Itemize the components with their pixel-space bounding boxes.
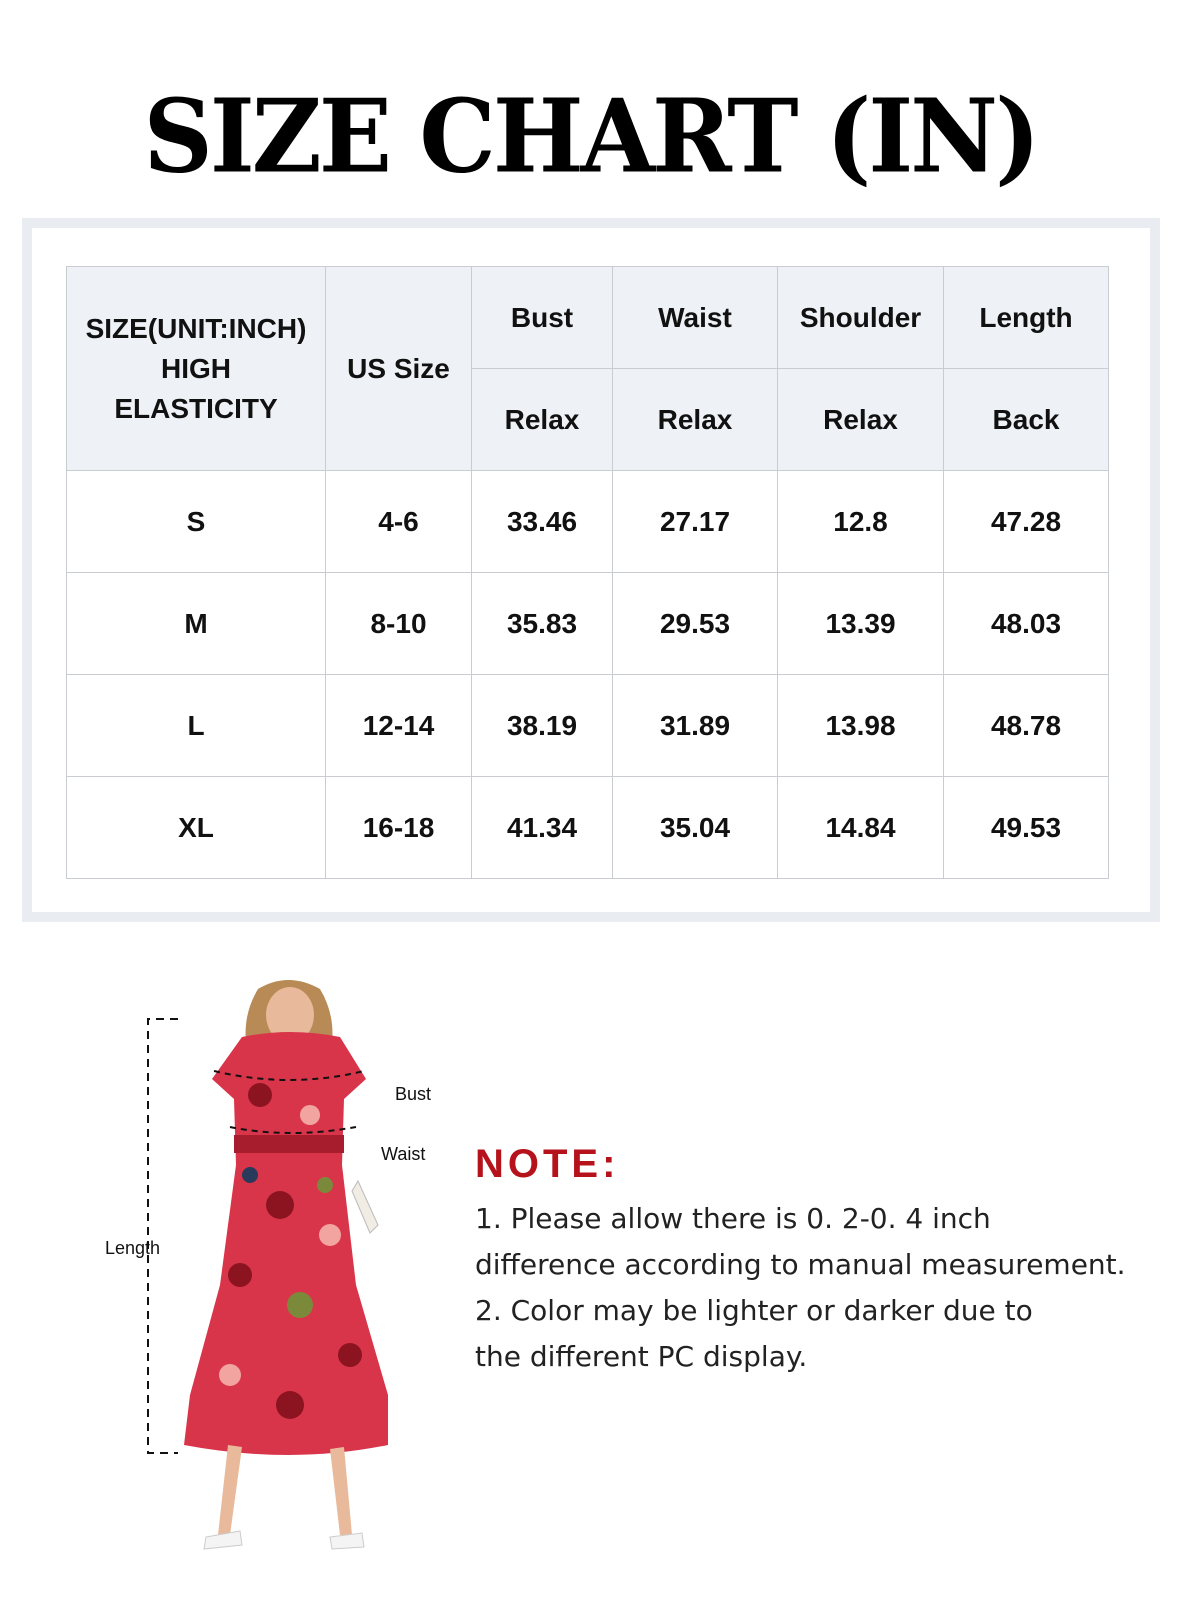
model-figure-icon (184, 980, 388, 1549)
size-cell: M (67, 573, 326, 675)
corner-label-line: ELASTICITY (114, 392, 278, 424)
length-cell: 48.03 (944, 573, 1109, 675)
bust-header: Bust (472, 267, 613, 369)
length-cell: 49.53 (944, 777, 1109, 879)
bust-cell: 33.46 (472, 471, 613, 573)
bust-label: Bust (395, 1084, 432, 1104)
dress-measurement-diagram (130, 975, 450, 1595)
size-cell: S (67, 471, 326, 573)
length-bracket (148, 1019, 178, 1453)
us-size-cell: 4-6 (326, 471, 472, 573)
note-line: difference according to manual measurement. (475, 1248, 1126, 1281)
waist-cell: 27.17 (613, 471, 778, 573)
size-cell: XL (67, 777, 326, 879)
table-row (67, 573, 1109, 675)
length-cell: 47.28 (944, 471, 1109, 573)
note-body (475, 1196, 1175, 1380)
shoulder-cell: 12.8 (778, 471, 944, 573)
us-size-cell: 12-14 (326, 675, 472, 777)
corner-label-line: SIZE(UNIT:INCH) (85, 312, 307, 344)
waist-subheader: Relax (613, 369, 778, 471)
table-row (67, 471, 1109, 573)
shoulder-header: Shoulder (778, 267, 944, 369)
us-size-header: US Size (326, 267, 472, 471)
bust-cell: 35.83 (472, 573, 613, 675)
size-cell: L (67, 675, 326, 777)
bust-cell: 38.19 (472, 675, 613, 777)
corner-header (67, 267, 326, 471)
size-chart-table (66, 266, 1109, 879)
length-cell: 48.78 (944, 675, 1109, 777)
length-label: Length (105, 1238, 161, 1258)
waist-cell: 31.89 (613, 675, 778, 777)
corner-label-line: HIGH (161, 352, 231, 384)
us-size-cell: 8-10 (326, 573, 472, 675)
length-header: Length (944, 267, 1109, 369)
waist-cell: 29.53 (613, 573, 778, 675)
waist-header: Waist (613, 267, 778, 369)
shoulder-cell: 13.98 (778, 675, 944, 777)
note-line: the different PC display. (475, 1340, 808, 1373)
note-line: 2. Color may be lighter or darker due to (475, 1294, 1033, 1327)
bust-cell: 41.34 (472, 777, 613, 879)
length-subheader: Back (944, 369, 1109, 471)
waist-label: Waist (381, 1144, 426, 1164)
note-line: 1. Please allow there is 0. 2-0. 4 inch (475, 1202, 991, 1235)
shoulder-cell: 14.84 (778, 777, 944, 879)
page-title: SIZE CHART (IN) (143, 77, 1038, 196)
bust-subheader: Relax (472, 369, 613, 471)
size-chart-frame (22, 218, 1160, 922)
shoulder-subheader: Relax (778, 369, 944, 471)
table-row (67, 777, 1109, 879)
us-size-cell: 16-18 (326, 777, 472, 879)
table-row (67, 675, 1109, 777)
waist-cell: 35.04 (613, 777, 778, 879)
note-title: NOTE: (475, 1142, 620, 1186)
shoulder-cell: 13.39 (778, 573, 944, 675)
